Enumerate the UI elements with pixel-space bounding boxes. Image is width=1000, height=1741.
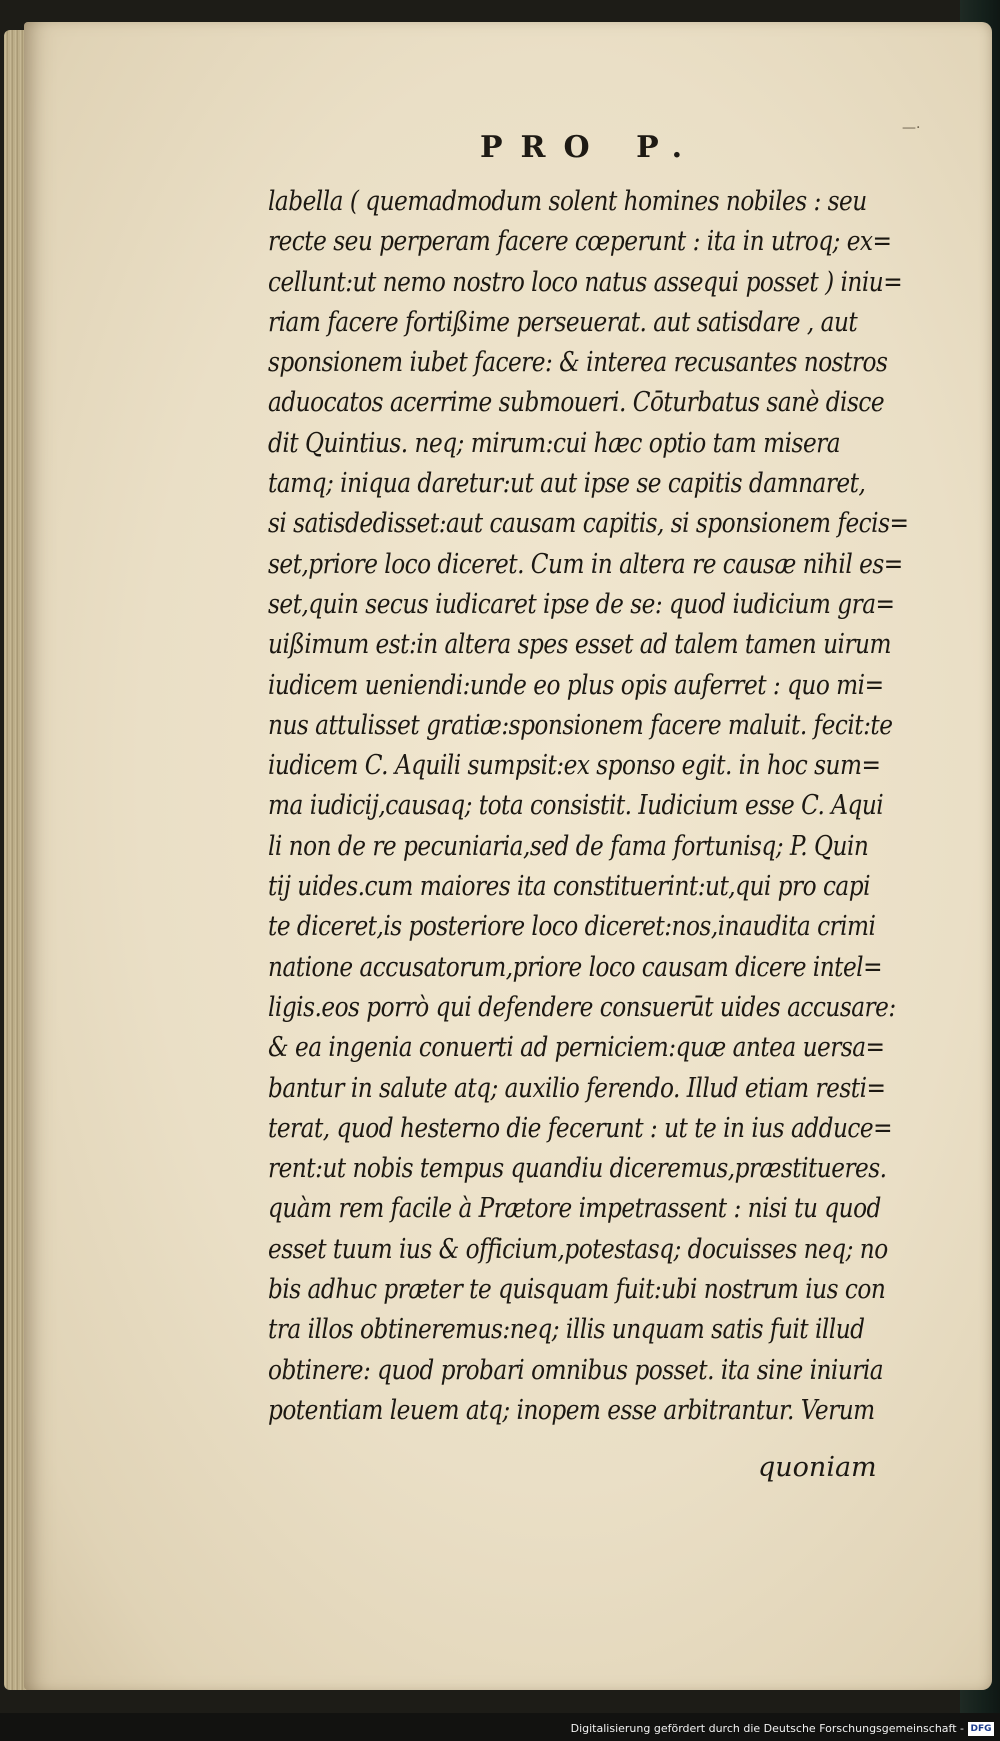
- text-line: sponsionem iubet facere: & interea recusantes nostros: [268, 347, 888, 379]
- dfg-logo-icon: DFG: [968, 1722, 994, 1736]
- digitization-credit: Digitalisierung gefördert durch die Deutsche Forschungsgemeinschaft -: [570, 1722, 964, 1735]
- text-line: ligis.eos porrò qui defendere consuerūt uides accusare:: [268, 991, 896, 1023]
- text-line: potentiam leuem atq; inopem esse arbitrantur. Verum: [268, 1394, 875, 1426]
- text-line: terat, quod hesterno die fecerunt : ut te in ius adduce=: [268, 1112, 893, 1144]
- text-line: nus attulisset gratiæ:sponsionem facere maluit. fecit:te: [268, 709, 893, 741]
- text-line: uißimum est:in altera spes esset ad talem tamen uirum: [268, 629, 891, 661]
- text-line: tij uides.cum maiores ita constituerint:ut,qui pro capi: [268, 871, 871, 903]
- text-line: quàm rem facile à Prætore impetrassent : nisi tu quod: [268, 1193, 881, 1225]
- text-line: iudicem C. Aquili sumpsit:ex sponso egit. in hoc sum=: [268, 750, 881, 782]
- text-line: iudicem ueniendi:unde eo plus opis auferret : quo mi=: [268, 669, 884, 701]
- text-line: ma iudicij,causaq; tota consistit. Iudicium esse C. Aqui: [268, 790, 884, 822]
- text-line: & ea ingenia conuerti ad perniciem:quæ antea uersa=: [268, 1032, 885, 1064]
- text-line: set,quin secus iudicaret ipse de se: quod iudicium gra=: [268, 588, 895, 620]
- footer-bar: [0, 1713, 1000, 1741]
- text-line: recte seu perperam facere cœperunt : ita in utroq; ex=: [268, 226, 892, 258]
- text-line: tra illos obtineremus:neq; illis unquam satis fuit illud: [268, 1314, 865, 1346]
- text-line: bis adhuc præter te quisquam fuit:ubi nostrum ius con: [268, 1274, 886, 1306]
- text-line: te diceret,is posteriore loco diceret:nos,inaudita crimi: [268, 911, 876, 943]
- text-line: esset tuum ius & officium,potestasq; docuisses neq; no: [268, 1233, 888, 1265]
- text-line: riam facere fortißime perseuerat. aut satisdare , aut: [268, 306, 858, 338]
- text-line: natione accusatorum,priore loco causam dicere intel=: [268, 951, 883, 983]
- body-text: [268, 182, 923, 1431]
- text-line: rent:ut nobis tempus quandiu diceremus,præstitueres.: [268, 1153, 887, 1185]
- text-line: si satisdedisset:aut causam capitis, si sponsionem fecis=: [268, 508, 909, 540]
- text-line: obtinere: quod probari omnibus posset. ita sine iniuria: [268, 1354, 884, 1386]
- text-line: li non de re pecuniaria,sed de fama fortunisq; P. Quin: [268, 830, 869, 862]
- text-line: cellunt:ut nemo nostro loco natus assequi posset ) iniu=: [268, 266, 903, 298]
- running-head: PRO P.: [480, 130, 701, 165]
- catchword: quoniam: [758, 1452, 877, 1483]
- text-line: tamq; iniqua daretur:ut aut ipse se capitis damnaret,: [268, 468, 866, 500]
- text-line: bantur in salute atq; auxilio ferendo. Illud etiam resti=: [268, 1072, 886, 1104]
- corner-mark: —·: [902, 120, 921, 136]
- text-line: set,priore loco diceret. Cum in altera re causæ nihil es=: [268, 548, 903, 580]
- text-line: dit Quintius. neq; mirum:cui hæc optio tam misera: [268, 427, 841, 459]
- text-line: aduocatos acerrime submoueri. Cōturbatus sanè disce: [268, 387, 885, 419]
- text-line: labella ( quemadmodum solent homines nobiles : seu: [268, 186, 867, 217]
